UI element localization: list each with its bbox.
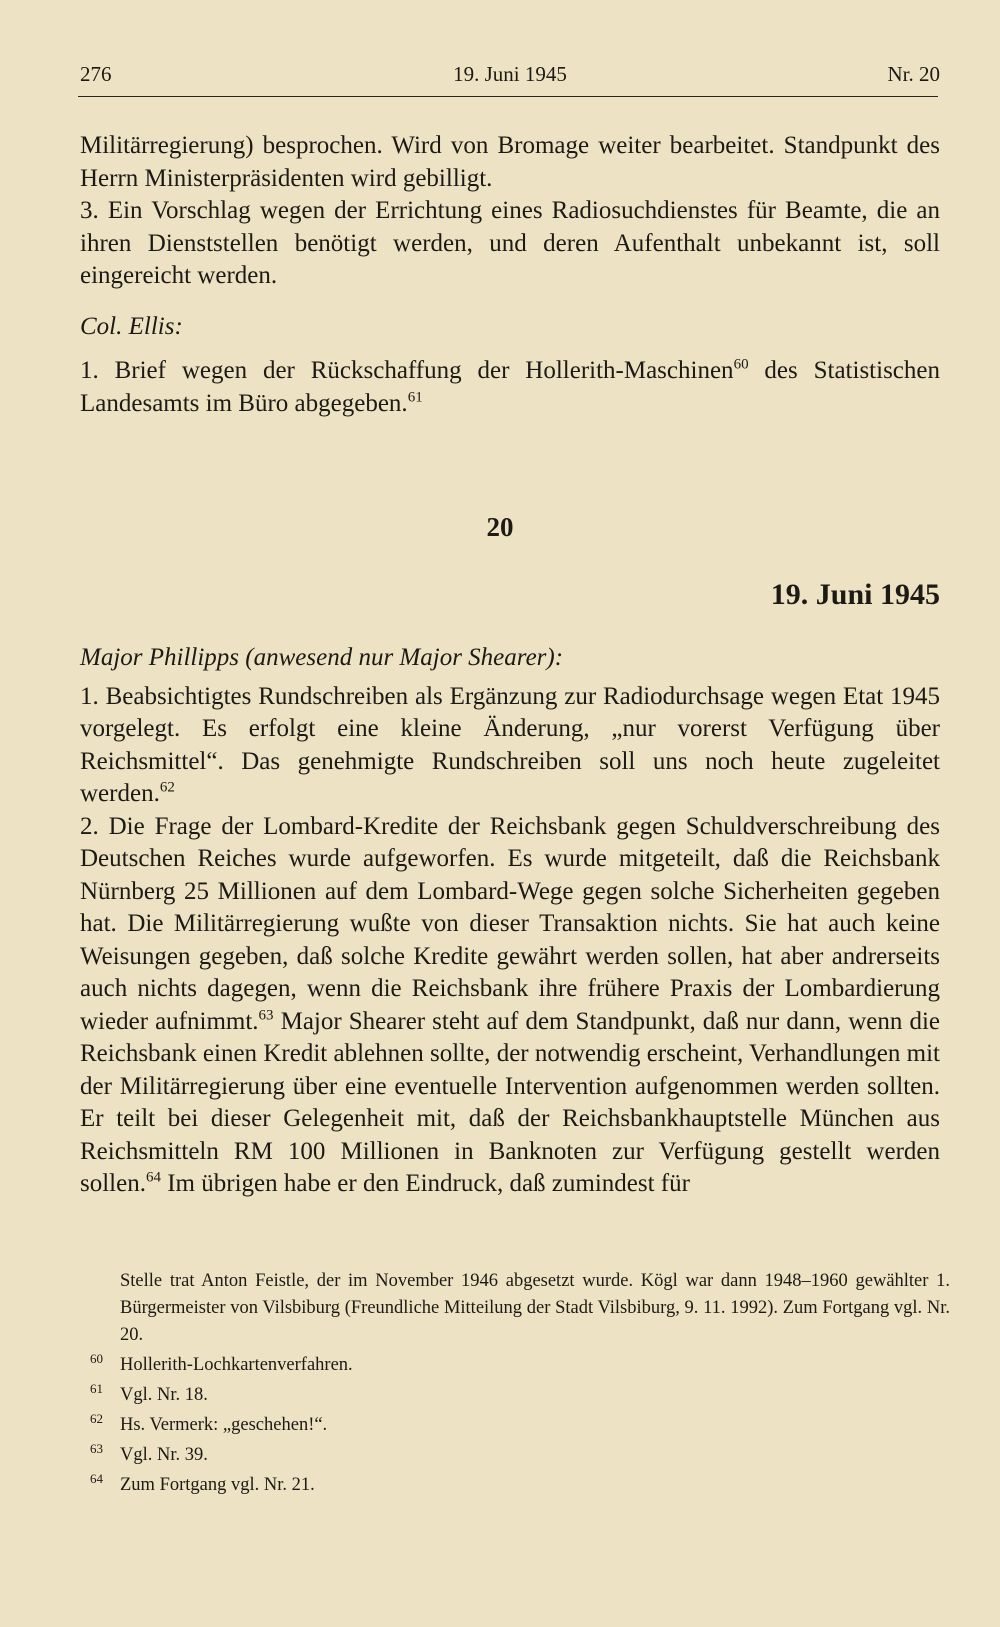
paragraph-text: 1. Brief wegen der Rückschaffung der Hollerith-Maschinen [80,357,734,384]
text-block-previous-document [80,130,940,420]
footnote: 62 Hs. Vermerk: „geschehen!“. [90,1410,328,1435]
speaker-heading: Major Phillipps (anwesend nur Major Shearer): [80,644,564,671]
paragraph-text: des Statistischen Landesamts im Büro abgegeben. [80,357,940,417]
footnote-text: Vgl. Nr. 18. [120,1385,208,1405]
footnote-text: Zum Fortgang vgl. Nr. 21. [120,1475,315,1495]
document-number: 20 [486,512,514,542]
paragraph [80,681,940,811]
header-rule [78,96,938,97]
footnote-ref: 63 [258,1007,274,1024]
header-date: 19. Juni 1945 [453,62,567,86]
footnote: 64 Zum Fortgang vgl. Nr. 21. [90,1470,315,1495]
footnote: 63 Vgl. Nr. 39. [90,1440,208,1465]
text-block-document-20 [80,642,940,1201]
footnote-ref: 62 [159,779,175,796]
paragraph [80,811,940,1201]
speaker-heading: Col. Ellis: [80,312,183,340]
paragraph: 3. Ein Vorschlag wegen der Errichtung eines Radiosuchdienstes für Beamte, die an ihren Dienststellen benötigt werden, und deren Aufenthalt unbekannt ist, soll eingereicht werden. [80,197,940,289]
footnote-ref: 61 [407,389,423,406]
footnote: 60 Hollerith-Lochkartenverfahren. [90,1350,353,1375]
header-doc-ref: Nr. 20 [887,62,940,86]
footnote-text: Hs. Vermerk: „geschehen!“. [120,1415,328,1435]
paragraph-text: Im übrigen habe er den Eindruck, daß zumindest für [160,1170,690,1197]
paragraph-text: Major Shearer steht auf dem Standpunkt, daß nur dann, wenn die Reichsbank einen Kredit ablehnen sollte, der notwendig erscheint, Verhandlungen mit der Militärregierung über eine eventuelle Intervention aufgenommen werden sollten. Er teilt bei dieser Gelegenheit mit, daß der Reichsbankhauptstelle München aus Reichsmitteln RM 100 Millionen in Banknoten zur Verfügung gestellt werden sollen. [80,1007,940,1197]
footnotes [90,1268,950,1499]
paragraph [80,355,940,420]
paragraph-text: 1. Beabsichtigtes Rundschreiben als Ergänzung zur Radiodurchsage wegen Etat 1945 vorgelegt. Es erfolgt eine kleine Änderung, „nur vorerst Verfügung über Reichsmittel“. Das genehmigte Rundschreiben soll uns noch heute zugeleitet werden. [80,682,940,807]
footnote-text: Vgl. Nr. 39. [120,1445,208,1465]
footnote-continuation: Stelle trat Anton Feistle, der im November 1946 abgesetzt wurde. Kögl war dann 1948–1960 gewählter 1. Bürgermeister von Vilsbiburg (Freundliche Mitteilung der Stadt Vilsbiburg, 9. 11. 1992). Zum Fortgang vgl. Nr. 20. [120,1271,950,1345]
paragraph: Militärregierung) besprochen. Wird von Bromage weiter bearbeitet. Standpunkt des Herrn Ministerpräsidenten wird gebilligt. [80,132,940,192]
paragraph-text: 2. Die Frage der Lombard-Kredite der Reichsbank gegen Schuldverschreibung des Deutschen Reiches wurde aufgeworfen. Es wurde mitgeteilt, daß die Reichsbank Nürnberg 25 Millionen auf dem Lombard-Wege gegen solche Sicherheiten gegeben hat. Die Militärregierung wußte von dieser Transaktion nichts. Sie hat auch keine Weisungen gegeben, daß solche Kredite gewährt werden sollen, hat aber andrerseits auch nichts dagegen, wenn die Reichsbank ihre frühere Praxis der Lombardierung wieder aufnimmt. [80,812,940,1035]
page-number: 276 [80,62,112,86]
running-header [80,62,940,94]
footnote-ref: 60 [733,356,749,373]
footnote-text: Hollerith-Lochkartenverfahren. [120,1355,353,1375]
footnote: 61 Vgl. Nr. 18. [90,1380,208,1405]
document-date: 19. Juni 1945 [770,578,940,611]
footnote-ref: 64 [145,1169,161,1186]
